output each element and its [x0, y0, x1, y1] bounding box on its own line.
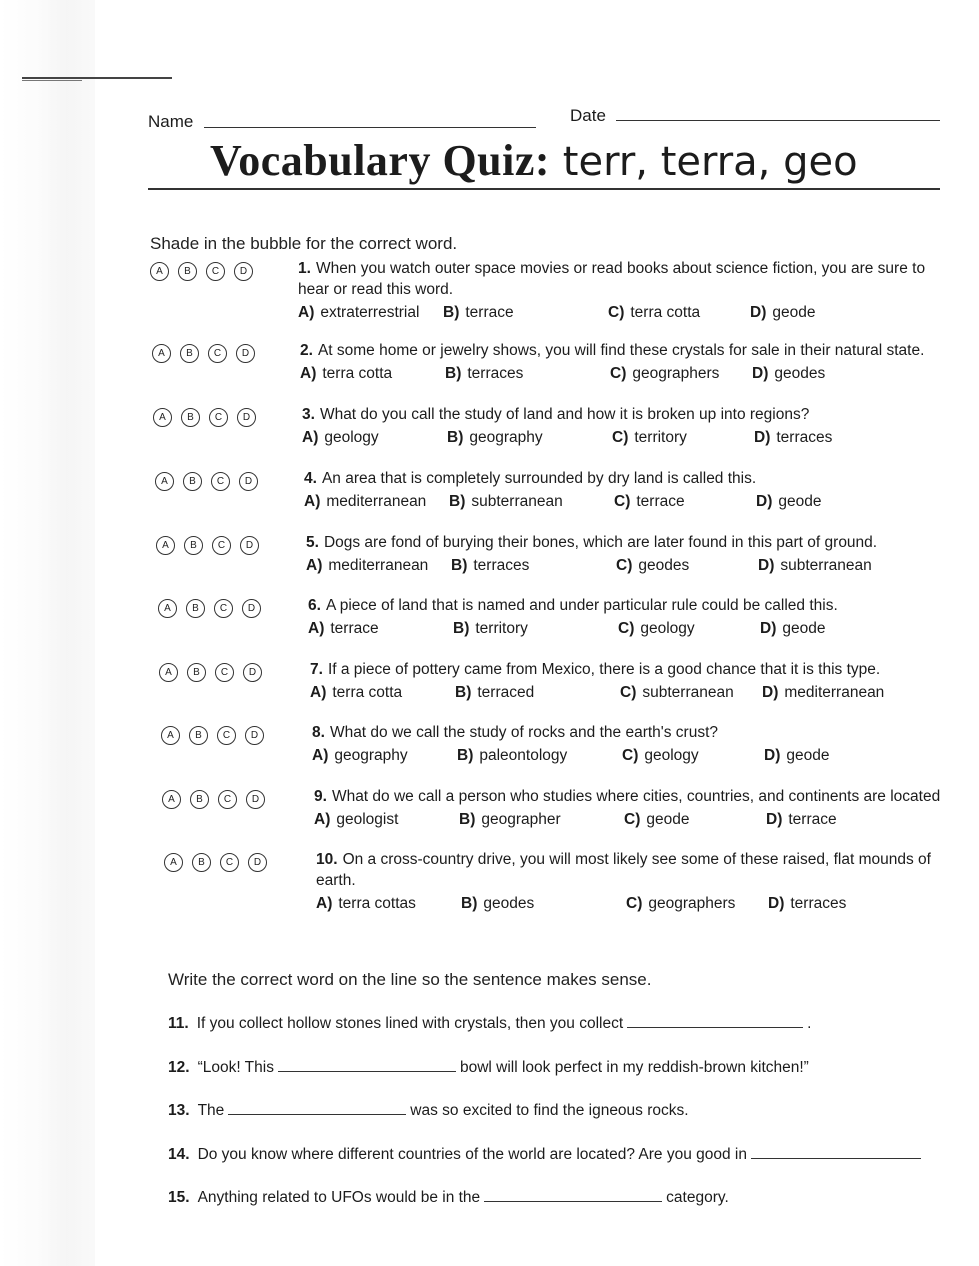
scan-mark [22, 80, 82, 81]
question-stem [302, 404, 942, 425]
option-letter: D) [754, 429, 771, 446]
question-stem [306, 532, 946, 553]
option-text: geode [646, 811, 690, 828]
option-text: geodes [483, 895, 535, 912]
answer-bubble[interactable]: A [161, 726, 180, 745]
answer-option [443, 302, 514, 323]
option-letter: B) [457, 747, 474, 764]
answer-bubble[interactable]: C [208, 344, 227, 363]
answer-bubble[interactable]: D [248, 853, 267, 872]
answer-options [302, 427, 942, 449]
answer-bubble[interactable]: C [215, 663, 234, 682]
answer-options [306, 555, 946, 577]
option-text: terrace [465, 304, 514, 321]
question-text-block [302, 404, 942, 449]
option-letter: D) [758, 557, 775, 574]
question-text-block [306, 532, 946, 577]
option-letter: A) [310, 684, 327, 701]
option-letter: C) [612, 429, 629, 446]
sentence-after: bowl will look perfect in my reddish-brown kitchen!” [459, 1059, 809, 1076]
question-text-block [304, 468, 944, 513]
option-text: terra cotta [322, 365, 393, 382]
date-label: Date [570, 106, 606, 125]
option-text: territory [475, 620, 528, 637]
answer-options [312, 745, 952, 767]
question-stem [308, 595, 948, 616]
answer-blank[interactable] [228, 1100, 406, 1115]
answer-bubble[interactable]: C [209, 408, 228, 427]
bubble-group [153, 408, 256, 427]
option-letter: B) [447, 429, 464, 446]
option-text: terrace [330, 620, 379, 637]
option-letter: B) [443, 304, 460, 321]
answer-option [308, 618, 379, 639]
question-number: 7. [310, 661, 323, 678]
answer-blank[interactable] [278, 1057, 456, 1072]
sentence-before: “Look! This [197, 1059, 274, 1076]
answer-option [457, 745, 567, 766]
answer-bubble[interactable]: D [242, 599, 261, 618]
answer-option [304, 491, 426, 512]
option-letter: B) [461, 895, 478, 912]
bubble-group [158, 599, 261, 618]
bubble-group [162, 790, 265, 809]
option-letter: C) [624, 811, 641, 828]
answer-bubble[interactable]: B [190, 790, 209, 809]
option-text: mediterranean [328, 557, 429, 574]
option-text: terraces [473, 557, 530, 574]
option-letter: C) [620, 684, 637, 701]
answer-bubble[interactable]: A [150, 262, 169, 281]
question-text: An area that is completely surrounded by dry land is called this. [321, 470, 757, 487]
answer-options [314, 809, 954, 831]
option-letter: D) [752, 365, 769, 382]
option-letter: D) [764, 747, 781, 764]
option-text: geography [334, 747, 408, 764]
option-text: geographers [632, 365, 720, 382]
name-date-row [148, 106, 943, 132]
title-rest: terr, terra, geo [550, 139, 858, 185]
question-number: 5. [306, 534, 319, 551]
answer-option [447, 427, 543, 448]
option-text: terra cotta [630, 304, 701, 321]
option-letter: B) [459, 811, 476, 828]
option-letter: C) [626, 895, 643, 912]
sentence-before: The [197, 1102, 225, 1119]
answer-bubble[interactable]: D [237, 408, 256, 427]
question-text: If a piece of pottery came from Mexico, there is a good chance that it is this type. [327, 661, 881, 678]
option-text: geode [786, 747, 830, 764]
option-letter: D) [766, 811, 783, 828]
option-text: terrace [636, 493, 685, 510]
question-text-block [316, 849, 956, 915]
question-number: 4. [304, 470, 317, 487]
name-line[interactable] [204, 127, 536, 128]
answer-bubble[interactable]: B [189, 726, 208, 745]
option-text: territory [634, 429, 687, 446]
option-text: terra cottas [338, 895, 416, 912]
option-letter: B) [449, 493, 466, 510]
answer-option [610, 363, 719, 384]
answer-option [752, 363, 825, 384]
answer-options [300, 363, 940, 385]
sentence-before: If you collect hollow stones lined with crystals, then you collect [196, 1015, 624, 1032]
option-letter: D) [762, 684, 779, 701]
answer-bubble[interactable]: D [240, 536, 259, 555]
fill-in-item-15 [168, 1187, 729, 1207]
answer-bubble[interactable]: B [181, 408, 200, 427]
bubble-group [161, 726, 264, 745]
answer-option [608, 302, 700, 323]
option-text: geodes [774, 365, 826, 382]
answer-option [762, 682, 884, 703]
answer-bubble[interactable]: B [187, 663, 206, 682]
option-letter: D) [750, 304, 767, 321]
question-number: 2. [300, 342, 313, 359]
fill-in-item-11 [168, 1013, 811, 1033]
bubble-group [159, 663, 262, 682]
question-stem [314, 786, 954, 807]
question-text-block [314, 786, 954, 831]
option-text: mediterranean [326, 493, 427, 510]
option-text: terraces [776, 429, 833, 446]
question-number: 8. [312, 724, 325, 741]
option-letter: A) [308, 620, 325, 637]
answer-options [316, 893, 956, 915]
answer-bubble[interactable]: B [178, 262, 197, 281]
section1-instruction: Shade in the bubble for the correct word. [150, 234, 458, 253]
answer-option [449, 491, 563, 512]
option-text: geode [778, 493, 822, 510]
answer-bubble[interactable]: A [155, 472, 174, 491]
option-letter: B) [445, 365, 462, 382]
answer-option [298, 302, 419, 323]
answer-bubble[interactable]: A [162, 790, 181, 809]
bubble-group [156, 536, 259, 555]
bubble-group [164, 853, 267, 872]
answer-option [612, 427, 687, 448]
option-text: subterranean [471, 493, 563, 510]
answer-bubble[interactable]: B [184, 536, 203, 555]
answer-bubble[interactable]: D [245, 726, 264, 745]
option-text: terraced [477, 684, 535, 701]
answer-bubble[interactable]: A [156, 536, 175, 555]
option-text: geology [640, 620, 695, 637]
question-text: When you watch outer space movies or read books about science fiction, you are sure to hear or read this word. [298, 260, 926, 298]
option-letter: A) [304, 493, 321, 510]
section2-instruction: Write the correct word on the line so the sentence makes sense. [168, 970, 652, 989]
answer-bubble[interactable]: B [192, 853, 211, 872]
option-letter: C) [618, 620, 635, 637]
question-stem [310, 659, 950, 680]
option-letter: C) [616, 557, 633, 574]
option-letter: B) [455, 684, 472, 701]
option-letter: C) [622, 747, 639, 764]
option-letter: A) [306, 557, 323, 574]
answer-options [298, 302, 938, 324]
sentence-before: Do you know where different countries of the world are located? Are you good in [197, 1146, 747, 1163]
option-letter: C) [610, 365, 627, 382]
answer-option [764, 745, 829, 766]
answer-option [766, 809, 837, 830]
answer-option [768, 893, 846, 914]
date-line[interactable] [616, 120, 940, 121]
item-number: 15. [168, 1189, 190, 1206]
answer-bubble[interactable]: C [211, 472, 230, 491]
title-rule [148, 188, 940, 190]
question-text: On a cross-country drive, you will most likely see some of these raised, flat mounds of earth. [316, 851, 931, 889]
answer-option [622, 745, 699, 766]
answer-bubble[interactable]: A [152, 344, 171, 363]
option-text: mediterranean [784, 684, 885, 701]
answer-bubble[interactable]: C [212, 536, 231, 555]
question-stem [304, 468, 944, 489]
item-number: 12. [168, 1059, 190, 1076]
answer-option [453, 618, 528, 639]
option-text: geographer [481, 811, 561, 828]
fill-in-item-12 [168, 1057, 809, 1077]
answer-bubble[interactable]: D [243, 663, 262, 682]
answer-option [461, 893, 534, 914]
answer-option [312, 745, 408, 766]
option-text: geode [782, 620, 826, 637]
question-stem [316, 849, 956, 891]
answer-option [302, 427, 379, 448]
answer-option [616, 555, 689, 576]
answer-bubble[interactable]: C [218, 790, 237, 809]
answer-option [306, 555, 428, 576]
answer-blank[interactable] [751, 1144, 921, 1159]
answer-option [445, 363, 523, 384]
answer-option [620, 682, 734, 703]
question-number: 3. [302, 406, 315, 423]
question-text-block [300, 340, 940, 385]
answer-options [310, 682, 950, 704]
answer-option [618, 618, 695, 639]
answer-option [760, 618, 825, 639]
question-text-block [312, 722, 952, 767]
answer-bubble[interactable]: B [186, 599, 205, 618]
option-letter: C) [614, 493, 631, 510]
question-stem [300, 340, 940, 361]
option-text: geology [324, 429, 379, 446]
answer-option [451, 555, 529, 576]
item-number: 14. [168, 1146, 190, 1163]
answer-bubble[interactable]: C [220, 853, 239, 872]
answer-bubble[interactable]: C [214, 599, 233, 618]
question-number: 1. [298, 260, 311, 277]
option-text: geologist [336, 811, 399, 828]
option-letter: D) [768, 895, 785, 912]
answer-bubble[interactable]: A [164, 853, 183, 872]
question-number: 9. [314, 788, 327, 805]
question-stem [312, 722, 952, 743]
name-label: Name [148, 112, 194, 131]
option-letter: B) [453, 620, 470, 637]
question-text: What do we call a person who studies where cities, countries, and continents are located [331, 788, 941, 805]
question-text: Dogs are fond of burying their bones, which are later found in this part of ground. [323, 534, 878, 551]
option-text: terra cotta [332, 684, 403, 701]
sentence-after: was so excited to find the igneous rocks. [410, 1102, 689, 1119]
question-number: 6. [308, 597, 321, 614]
option-letter: A) [298, 304, 315, 321]
option-text: geode [772, 304, 816, 321]
answer-option [459, 809, 561, 830]
option-text: geography [469, 429, 543, 446]
question-text: What do we call the study of rocks and the earth's crust? [329, 724, 719, 741]
answer-option [310, 682, 402, 703]
option-text: paleontology [479, 747, 568, 764]
answer-option [300, 363, 392, 384]
answer-option [316, 893, 416, 914]
option-letter: C) [608, 304, 625, 321]
answer-bubble[interactable]: D [234, 262, 253, 281]
answer-option [455, 682, 534, 703]
answer-bubble[interactable]: A [153, 408, 172, 427]
option-letter: A) [316, 895, 333, 912]
bubble-group [155, 472, 258, 491]
option-letter: A) [300, 365, 317, 382]
option-text: extraterrestrial [320, 304, 420, 321]
option-text: geology [644, 747, 699, 764]
answer-bubble[interactable]: D [236, 344, 255, 363]
fill-in-item-13 [168, 1100, 689, 1120]
answer-option [758, 555, 872, 576]
option-text: terraces [790, 895, 847, 912]
answer-bubble[interactable]: C [206, 262, 225, 281]
option-letter: B) [451, 557, 468, 574]
option-text: geographers [648, 895, 736, 912]
answer-bubble[interactable]: B [183, 472, 202, 491]
question-text: A piece of land that is named and under particular rule could be called this. [325, 597, 838, 614]
answer-options [304, 491, 944, 513]
scan-edge-shadow [0, 0, 95, 1266]
sentence-after: category. [666, 1189, 729, 1206]
answer-bubble[interactable]: D [239, 472, 258, 491]
option-letter: A) [314, 811, 331, 828]
answer-option [756, 491, 821, 512]
option-letter: D) [756, 493, 773, 510]
bubble-group [150, 262, 253, 281]
option-letter: A) [302, 429, 319, 446]
page-title [210, 136, 858, 187]
option-text: geodes [638, 557, 690, 574]
option-text: subterranean [780, 557, 872, 574]
answer-option [754, 427, 832, 448]
item-number: 13. [168, 1102, 190, 1119]
question-text-block [310, 659, 950, 704]
answer-option [750, 302, 815, 323]
option-letter: D) [760, 620, 777, 637]
answer-option [626, 893, 735, 914]
answer-options [308, 618, 948, 640]
answer-option [624, 809, 689, 830]
scan-mark [22, 77, 172, 79]
answer-option [614, 491, 685, 512]
question-text: What do you call the study of land and how it is broken up into regions? [319, 406, 810, 423]
option-letter: A) [312, 747, 329, 764]
sentence-after: . [807, 1015, 812, 1032]
answer-blank[interactable] [627, 1013, 803, 1028]
question-text: At some home or jewelry shows, you will find these crystals for sale in their natural state. [317, 342, 925, 359]
answer-bubble[interactable]: D [246, 790, 265, 809]
option-text: terrace [788, 811, 837, 828]
question-text-block [308, 595, 948, 640]
answer-bubble[interactable]: A [158, 599, 177, 618]
answer-blank[interactable] [484, 1187, 662, 1202]
question-stem [298, 258, 938, 300]
answer-bubble[interactable]: C [217, 726, 236, 745]
bubble-group [152, 344, 255, 363]
fill-in-item-14 [168, 1144, 925, 1164]
option-text: terraces [467, 365, 524, 382]
item-number: 11. [168, 1015, 189, 1032]
sentence-before: Anything related to UFOs would be in the [197, 1189, 481, 1206]
answer-option [314, 809, 398, 830]
question-text-block [298, 258, 938, 324]
answer-bubble[interactable]: A [159, 663, 178, 682]
answer-bubble[interactable]: B [180, 344, 199, 363]
title-bold: Vocabulary Quiz: [210, 136, 551, 185]
question-number: 10. [316, 851, 338, 868]
option-text: subterranean [642, 684, 734, 701]
